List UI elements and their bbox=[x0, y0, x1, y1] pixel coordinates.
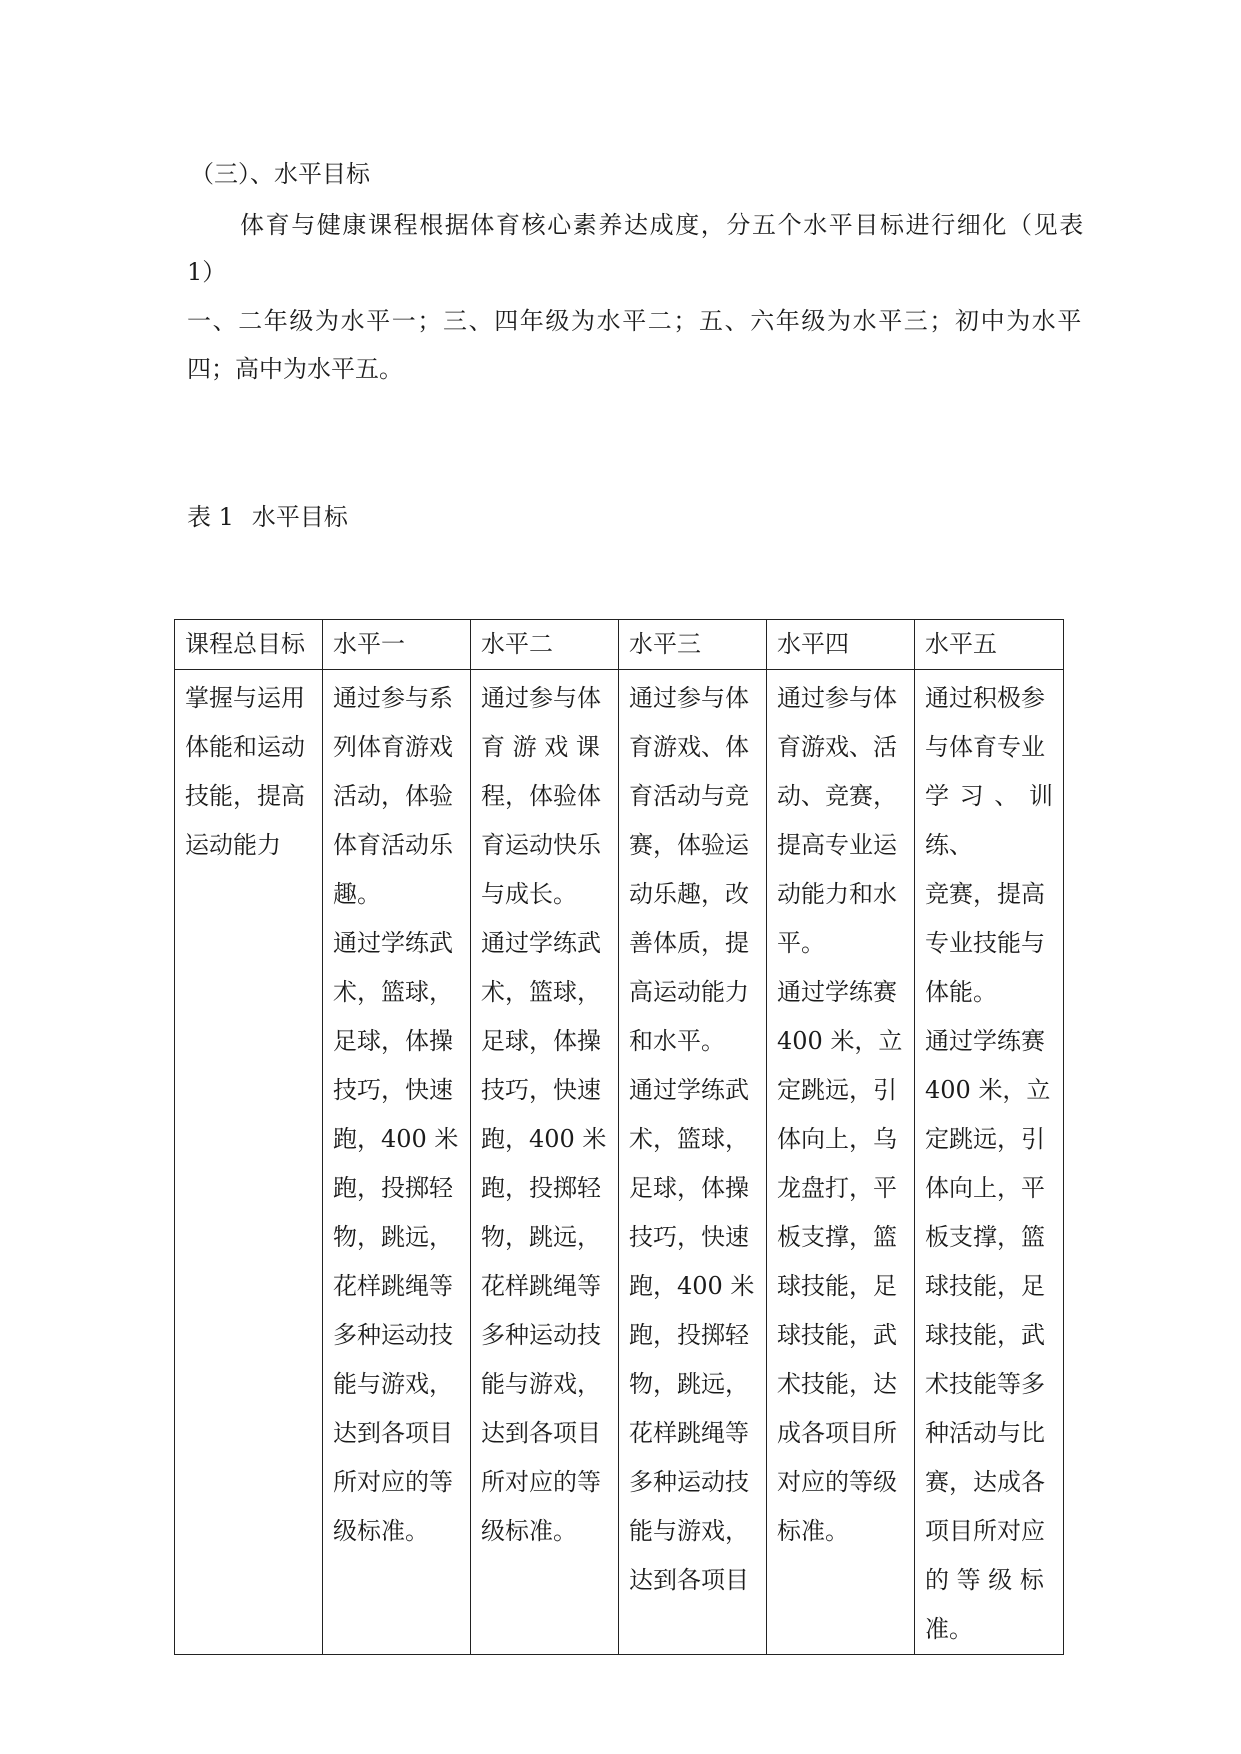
cell-text-line: 花样跳绳等 bbox=[481, 1272, 601, 1300]
cell-text-line: 通过学练武 bbox=[481, 929, 601, 957]
cell-text-line: 通过学练武 bbox=[629, 1076, 749, 1104]
cell-text-line: 专业技能与 bbox=[925, 929, 1045, 957]
cell-text-line: 通过参与体 bbox=[777, 684, 897, 712]
cell-text-line: 动乐趣，改 bbox=[629, 880, 749, 908]
cell-text-line: 技能，提高 bbox=[185, 782, 305, 810]
cell-text-line: 列体育游戏 bbox=[333, 733, 453, 761]
cell-text-line: 物，跳远， bbox=[629, 1370, 749, 1398]
cell-text-line: 提高专业运 bbox=[777, 831, 897, 859]
cell-text-line: 跑，投掷轻 bbox=[629, 1321, 749, 1349]
cell-text-line: 程，体验体 bbox=[481, 782, 601, 810]
cell-text-line: 定跳远，引 bbox=[925, 1125, 1045, 1153]
table-row bbox=[175, 670, 1064, 1655]
cell-text-line: 趣。 bbox=[333, 880, 381, 908]
table-caption bbox=[187, 502, 348, 532]
cell-text-line: 物，跳远， bbox=[481, 1223, 601, 1251]
level-goals-table bbox=[174, 619, 1064, 1655]
section-heading: （三）、水平目标 bbox=[190, 160, 370, 188]
cell-text-line: 活动，体验 bbox=[333, 782, 453, 810]
cell-text-line: 赛，达成各 bbox=[925, 1468, 1045, 1496]
header-course-goal: 课程总目标 bbox=[175, 620, 323, 670]
cell-text-line: 体育活动乐 bbox=[333, 831, 453, 859]
cell-level-2 bbox=[471, 670, 619, 1655]
cell-course-goal bbox=[175, 670, 323, 1655]
cell-text-line: 项目所对应 bbox=[925, 1517, 1045, 1545]
paragraph-1-line-1: 体育与健康课程根据体育核心素养达成度，分五个水平目标进行细化（见表 bbox=[240, 211, 1085, 239]
cell-text-line: 育运动快乐 bbox=[481, 831, 601, 859]
cell-text-line: 跑，400 米 bbox=[333, 1125, 459, 1153]
cell-text-line: 善体质，提 bbox=[629, 929, 749, 957]
cell-text-line: 花样跳绳等 bbox=[629, 1419, 749, 1447]
cell-text-line: 400 米，立 bbox=[777, 1027, 903, 1055]
cell-text-line: 与体育专业 bbox=[925, 733, 1045, 761]
cell-text-line: 通过学练赛 bbox=[925, 1027, 1045, 1055]
cell-text-line: 所对应的等 bbox=[481, 1468, 601, 1496]
header-level-2: 水平二 bbox=[471, 620, 619, 670]
cell-text-line: 标准。 bbox=[777, 1517, 849, 1545]
paragraph-2-line-2: 四；高中为水平五。 bbox=[187, 355, 403, 383]
cell-text-line: 足球，体操 bbox=[333, 1027, 453, 1055]
cell-text-line: 能与游戏， bbox=[481, 1370, 601, 1398]
cell-text-line: 对应的等级 bbox=[777, 1468, 897, 1496]
cell-text-line: 球技能，武 bbox=[777, 1321, 897, 1349]
cell-level-3 bbox=[619, 670, 767, 1655]
table-caption-number: 表 1 bbox=[187, 503, 234, 531]
cell-text-line: 体能和运动 bbox=[185, 733, 305, 761]
cell-text-line: 体能。 bbox=[925, 978, 997, 1006]
paragraph-1-line-2: 1） bbox=[187, 258, 227, 286]
cell-text-line: 所对应的等 bbox=[333, 1468, 453, 1496]
cell-text-line: 种活动与比 bbox=[925, 1419, 1045, 1447]
cell-text-line: 物，跳远， bbox=[333, 1223, 453, 1251]
cell-text-line: 定跳远，引 bbox=[777, 1076, 897, 1104]
table-caption-title: 水平目标 bbox=[251, 503, 348, 531]
cell-text-line: 足球，体操 bbox=[481, 1027, 601, 1055]
cell-text-line: 高运动能力 bbox=[629, 978, 749, 1006]
cell-text-line: 术技能等多 bbox=[925, 1370, 1045, 1398]
cell-text-line: 术，篮球， bbox=[629, 1125, 749, 1153]
cell-text-line: 掌握与运用 bbox=[185, 684, 305, 712]
header-level-3: 水平三 bbox=[619, 620, 767, 670]
cell-text-line: 级标准。 bbox=[333, 1517, 429, 1545]
cell-text-line: 跑，投掷轻 bbox=[333, 1174, 453, 1202]
cell-text-line: 多种运动技 bbox=[481, 1321, 601, 1349]
cell-text-line: 跑，400 米 bbox=[481, 1125, 607, 1153]
table-header-row bbox=[175, 620, 1064, 670]
cell-text-line: 能与游戏， bbox=[333, 1370, 453, 1398]
cell-text-line: 足球，体操 bbox=[629, 1174, 749, 1202]
cell-text-line: 400 米，立 bbox=[925, 1076, 1051, 1104]
cell-text-line: 通过学练赛 bbox=[777, 978, 897, 1006]
header-level-1: 水平一 bbox=[323, 620, 471, 670]
cell-text-line: 通过学练武 bbox=[333, 929, 453, 957]
cell-text-line: 通过积极参 bbox=[925, 684, 1045, 712]
cell-text-line: 跑，投掷轻 bbox=[481, 1174, 601, 1202]
cell-text-line: 育 游 戏 课 bbox=[481, 733, 600, 761]
cell-text-line: 育活动与竞 bbox=[629, 782, 749, 810]
cell-text-line: 达到各项目 bbox=[333, 1419, 453, 1447]
cell-text-line: 板支撑，篮 bbox=[777, 1223, 897, 1251]
cell-text-line: 球技能，足 bbox=[925, 1272, 1045, 1300]
cell-text-line: 术，篮球， bbox=[333, 978, 453, 1006]
cell-text-line: 通过参与系 bbox=[333, 684, 453, 712]
cell-text-line: 板支撑，篮 bbox=[925, 1223, 1045, 1251]
cell-text-line: 能与游戏， bbox=[629, 1517, 749, 1545]
cell-level-4 bbox=[767, 670, 915, 1655]
cell-text-line: 体向上，乌 bbox=[777, 1125, 897, 1153]
cell-text-line: 术技能，达 bbox=[777, 1370, 897, 1398]
cell-text-line: 球技能，武 bbox=[925, 1321, 1045, 1349]
cell-level-1 bbox=[323, 670, 471, 1655]
cell-text-line: 达到各项目 bbox=[481, 1419, 601, 1447]
cell-text-line: 竞赛，提高 bbox=[925, 880, 1045, 908]
cell-text-line: 术，篮球， bbox=[481, 978, 601, 1006]
cell-level-5 bbox=[915, 670, 1064, 1655]
paragraph-2-line-1: 一、二年级为水平一；三、四年级为水平二；五、六年级为水平三；初中为水平 bbox=[187, 307, 1083, 335]
cell-text-line: 龙盘打，平 bbox=[777, 1174, 897, 1202]
cell-text-line: 技巧，快速 bbox=[629, 1223, 749, 1251]
cell-text-line: 多种运动技 bbox=[629, 1468, 749, 1496]
cell-text-line: 动、竞赛， bbox=[777, 782, 897, 810]
cell-text-line: 技巧，快速 bbox=[481, 1076, 601, 1104]
cell-text-line: 赛，体验运 bbox=[629, 831, 749, 859]
cell-text-line: 与成长。 bbox=[481, 880, 577, 908]
cell-text-line: 跑，400 米 bbox=[629, 1272, 755, 1300]
cell-text-line: 球技能，足 bbox=[777, 1272, 897, 1300]
cell-text-line: 动能力和水 bbox=[777, 880, 897, 908]
header-level-5: 水平五 bbox=[915, 620, 1064, 670]
cell-text-line: 和水平。 bbox=[629, 1027, 725, 1055]
cell-text-line: 多种运动技 bbox=[333, 1321, 453, 1349]
cell-text-line: 准。 bbox=[925, 1615, 973, 1643]
cell-text-line: 技巧，快速 bbox=[333, 1076, 453, 1104]
cell-text-line: 育游戏、活 bbox=[777, 733, 897, 761]
cell-text-line: 育游戏、体 bbox=[629, 733, 749, 761]
cell-text-line: 学习、训练、 bbox=[925, 782, 1053, 859]
cell-text-line: 通过参与体 bbox=[481, 684, 601, 712]
cell-text-line: 体向上，平 bbox=[925, 1174, 1045, 1202]
cell-text-line: 成各项目所 bbox=[777, 1419, 897, 1447]
cell-text-line: 花样跳绳等 bbox=[333, 1272, 453, 1300]
header-level-4: 水平四 bbox=[767, 620, 915, 670]
cell-text-line: 的 等 级 标 bbox=[925, 1566, 1044, 1594]
cell-text-line: 平。 bbox=[777, 929, 825, 957]
cell-text-line: 达到各项目 bbox=[629, 1566, 749, 1594]
cell-text-line: 通过参与体 bbox=[629, 684, 749, 712]
cell-text-line: 运动能力 bbox=[185, 831, 281, 859]
cell-text-line: 级标准。 bbox=[481, 1517, 577, 1545]
